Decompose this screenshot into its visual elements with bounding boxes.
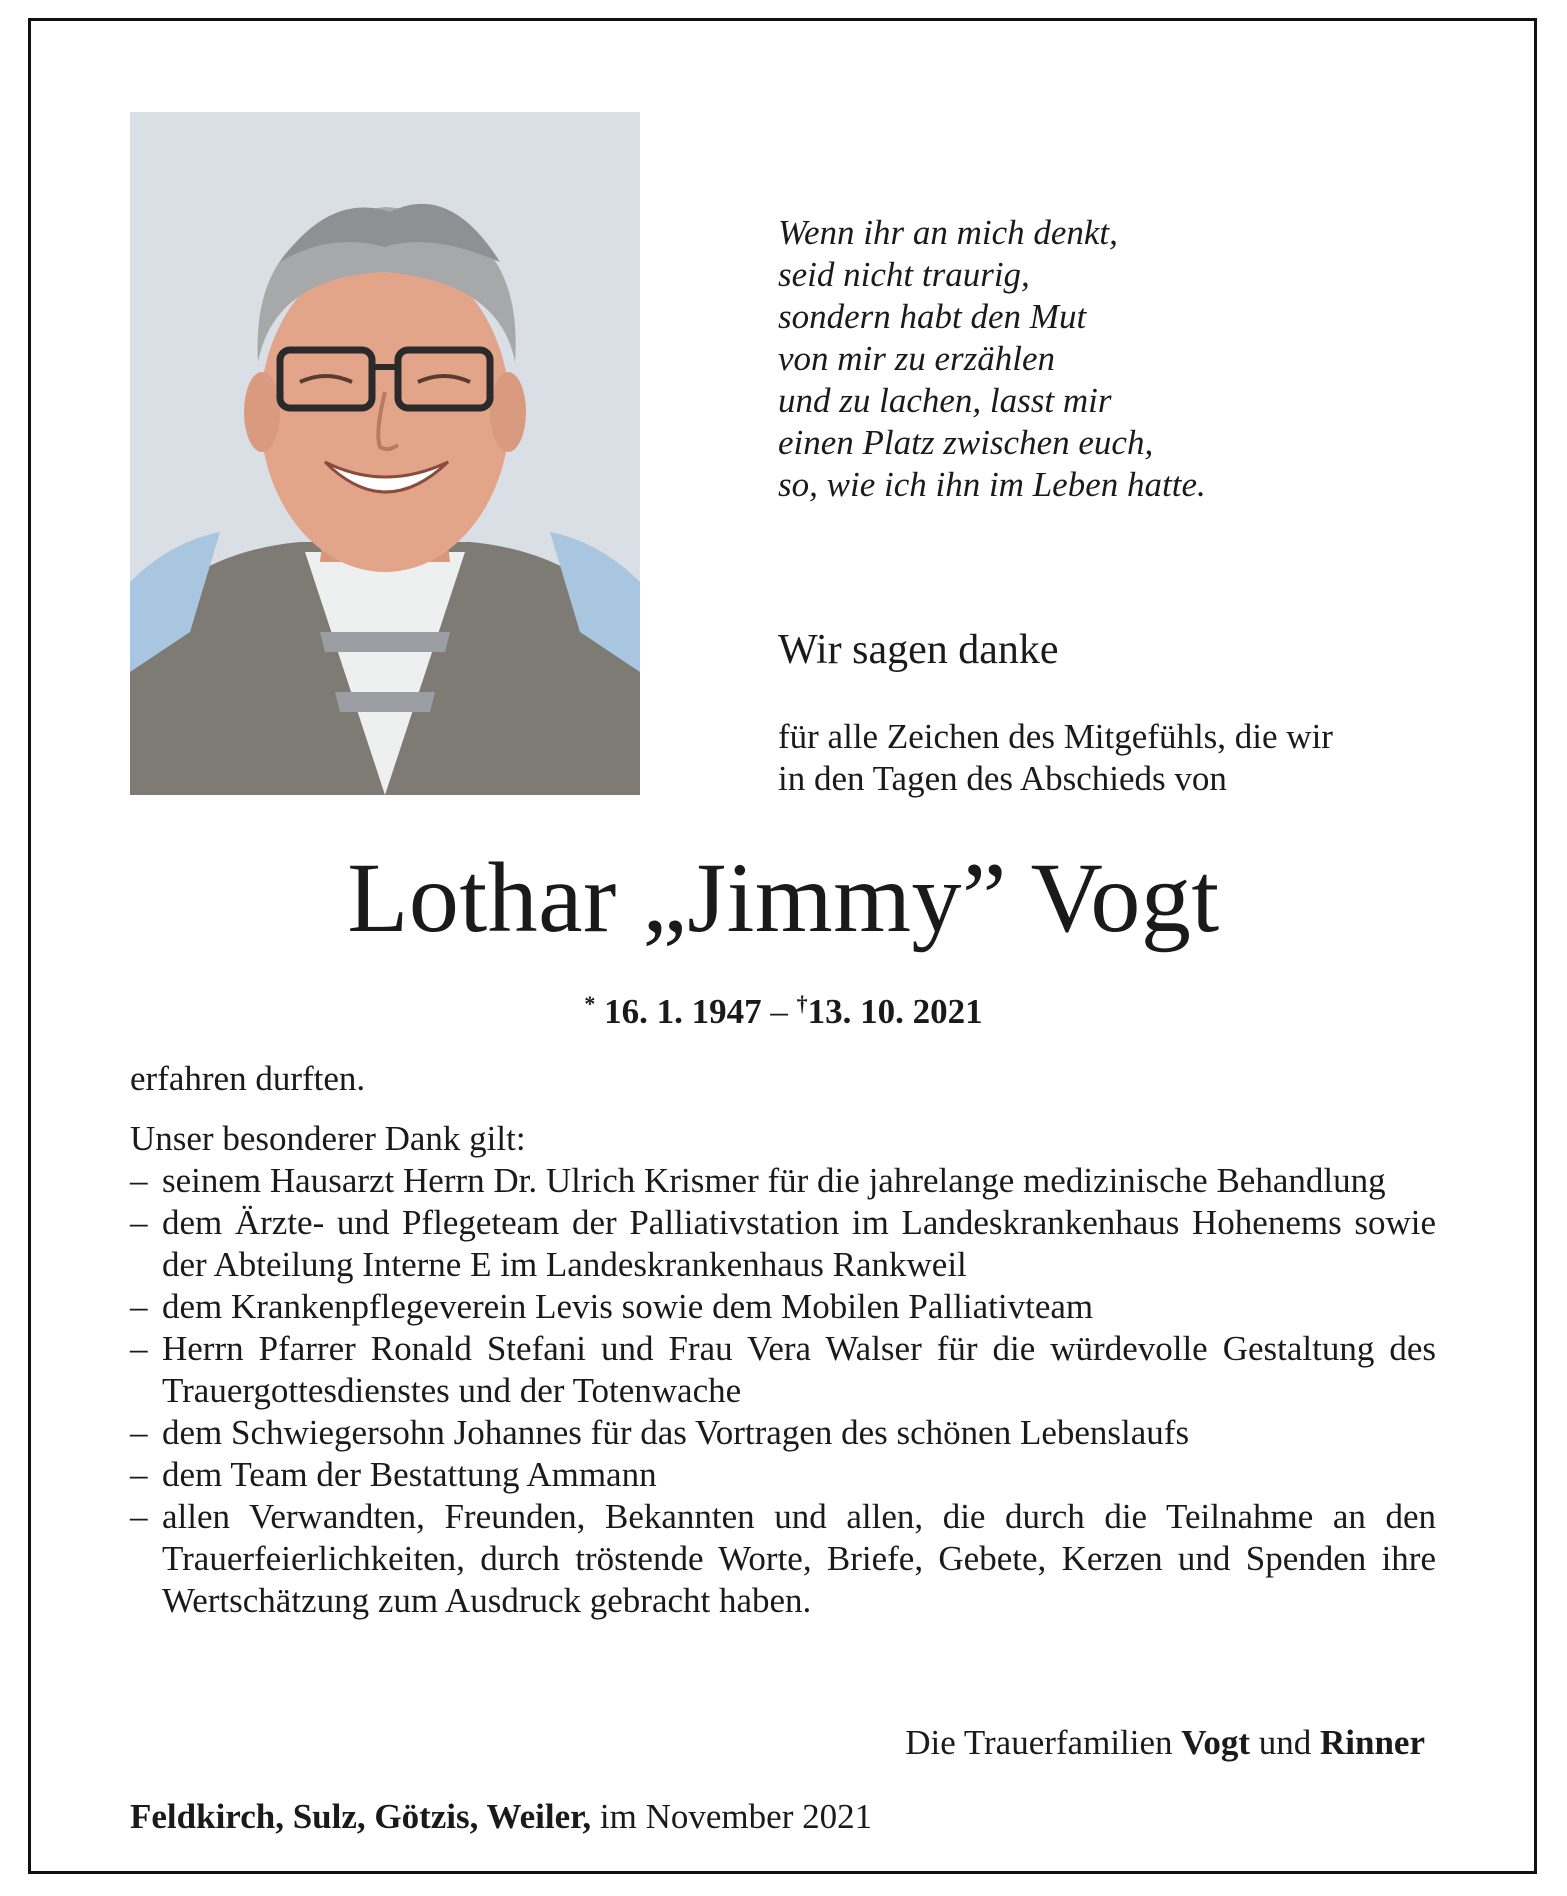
family-name: Vogt — [1181, 1723, 1250, 1762]
list-item: – Herrn Pfarrer Ronald Stefani und Frau Vera Walser für die würdevolle Gestaltung des Trauergottesdienstes und der Totenwache — [130, 1328, 1436, 1412]
poem-line: und zu lachen, lasst mir — [778, 381, 1112, 420]
thanks-heading: Wir sagen danke — [778, 627, 1059, 673]
date-separator: – — [770, 992, 788, 1031]
family-signature — [905, 1722, 1425, 1764]
portrait-photo — [130, 112, 640, 795]
list-item: – seinem Hausarzt Herrn Dr. Ulrich Krismer für die jahrelange medizinische Behandlung — [130, 1160, 1436, 1202]
list-item: – dem Ärzte- und Pflegeteam der Palliativstation im Landeskrankenhaus Hohenems sowie der Abteilung Interne E im Landeskrankenhaus Rankweil — [130, 1202, 1436, 1286]
birth-symbol: * — [584, 991, 596, 1016]
notice-date: im November 2021 — [599, 1797, 873, 1836]
death-symbol: † — [796, 991, 808, 1016]
thanks-list — [130, 1160, 1436, 1622]
list-item: – dem Team der Bestattung Ammann — [130, 1454, 1436, 1496]
poem-line: einen Platz zwischen euch, — [778, 423, 1154, 462]
poem-line: Wenn ihr an mich denkt, — [778, 213, 1118, 252]
portrait-illustration — [130, 112, 640, 795]
life-dates — [0, 982, 1567, 1034]
list-item: – allen Verwandten, Freunden, Bekannten und allen, die durch die Teilnahme an den Trauerfeierlichkeiten, durch tröstende Worte, Briefe, Gebete, Kerzen und Spenden ihre Wertschätzung zum Ausdruck gebracht haben. — [130, 1496, 1436, 1622]
places: Feldkirch, Sulz, Götzis, Weiler, — [130, 1797, 592, 1836]
deceased-name: Lothar „Jimmy” Vogt — [347, 842, 1220, 953]
thanks-intro — [778, 716, 1333, 800]
death-date: 13. 10. 2021 — [807, 992, 983, 1031]
family-name: Rinner — [1320, 1723, 1425, 1762]
list-item: – dem Krankenpflegeverein Levis sowie dem Mobilen Palliativteam — [130, 1286, 1436, 1328]
poem — [778, 212, 1206, 506]
continuation-text: erfahren durften. — [130, 1059, 366, 1098]
signature-conjunction: und — [1258, 1723, 1312, 1762]
thanks-body — [130, 1058, 1436, 1622]
poem-line: von mir zu erzählen — [778, 339, 1056, 378]
thanks-line: in den Tagen des Abschieds von — [778, 759, 1227, 798]
birth-date: 16. 1. 1947 — [604, 992, 762, 1031]
poem-line: so, wie ich ihn im Leben hatte. — [778, 465, 1206, 504]
list-item: – dem Schwiegersohn Johannes für das Vortragen des schönen Lebenslaufs — [130, 1412, 1436, 1454]
poem-line: sondern habt den Mut — [778, 297, 1087, 336]
poem-line: seid nicht traurig, — [778, 255, 1030, 294]
place-date-line — [130, 1796, 872, 1838]
thanks-intro-line: Unser besonderer Dank gilt: — [130, 1119, 526, 1158]
thanks-line: für alle Zeichen des Mitgefühls, die wir — [778, 717, 1333, 756]
signature-prefix: Die Trauerfamilien — [905, 1723, 1173, 1762]
